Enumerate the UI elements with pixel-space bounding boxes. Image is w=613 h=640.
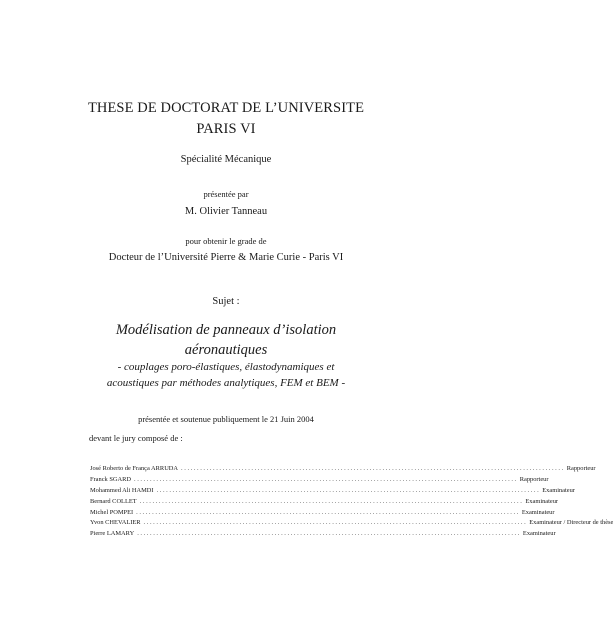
subject-subtitle xyxy=(0,359,452,391)
jury-member-role: Examinateur xyxy=(522,530,556,538)
jury-member-role: Examinateur / Directeur de thèse xyxy=(529,519,613,527)
subject-title xyxy=(0,320,452,360)
speciality: Spécialité Mécanique xyxy=(180,154,272,165)
jury-member-name: Mohammed Ali HAMDI xyxy=(90,486,154,494)
jury-member-role: Examinateur xyxy=(521,508,555,516)
jury-member xyxy=(90,464,596,475)
jury-member xyxy=(90,475,549,486)
leader-dots: ........................................................................................................................ xyxy=(137,530,521,538)
thesis-heading-line2: PARIS VI xyxy=(196,121,256,137)
presented-by-label: présentée par xyxy=(203,189,249,199)
degree-title: Docteur de l’Université Pierre & Marie Curie - Paris VI xyxy=(108,252,344,263)
jury-member xyxy=(90,529,556,540)
jury-list xyxy=(90,464,613,540)
jury-member-name: Bernard COLLET xyxy=(90,497,137,505)
subject-title-line1: Modélisation de panneaux d’isolation xyxy=(115,322,337,338)
jury-member-name: Yvon CHEVALIER xyxy=(90,519,141,527)
degree-intro: pour obtenir le grade de xyxy=(185,236,267,246)
leader-dots: ........................................................................................................................ xyxy=(136,508,520,516)
jury-member xyxy=(90,508,555,519)
leader-dots: ........................................................................................................................ xyxy=(143,519,528,527)
leader-dots: ........................................................................................................................ xyxy=(156,486,541,494)
jury-intro: devant le jury composé de : xyxy=(89,433,183,443)
subject-title-line2: aéronautiques xyxy=(184,342,268,358)
jury-member-role: Rapporteur xyxy=(566,465,596,472)
jury-member xyxy=(90,486,575,497)
subject-label: Sujet : xyxy=(212,296,240,307)
defense-date: présentée et soutenue publiquement le 21 Juin 2004 xyxy=(138,414,314,424)
jury-member xyxy=(90,497,559,508)
leader-dots: ........................................................................................................................ xyxy=(139,497,524,505)
author-name: M. Olivier Tanneau xyxy=(184,206,268,217)
thesis-heading xyxy=(0,98,452,140)
subject-subtitle-line1: - couplages poro-élastiques, élastodynamiques et xyxy=(117,361,335,373)
jury-member-role: Examinateur xyxy=(542,486,575,494)
jury-member-name: Franck SGARD xyxy=(90,475,132,483)
jury-member-name: Pierre LAMARY xyxy=(90,530,135,538)
jury-member-role: Examinateur xyxy=(525,497,559,505)
leader-dots: ........................................................................................................................ xyxy=(181,465,565,472)
jury-member-name: José Roberto de França ARRUDA xyxy=(90,465,179,472)
jury-member xyxy=(90,518,613,529)
leader-dots: ........................................................................................................................ xyxy=(134,475,518,483)
jury-member-role: Rapporteur xyxy=(519,475,549,483)
thesis-heading-line1: THESE DE DOCTORAT DE L’UNIVERSITE xyxy=(87,100,365,116)
jury-member-name: Michel POMPEI xyxy=(90,508,134,516)
subject-subtitle-line2: acoustiques par méthodes analytiques, FEM et BEM - xyxy=(106,377,346,389)
